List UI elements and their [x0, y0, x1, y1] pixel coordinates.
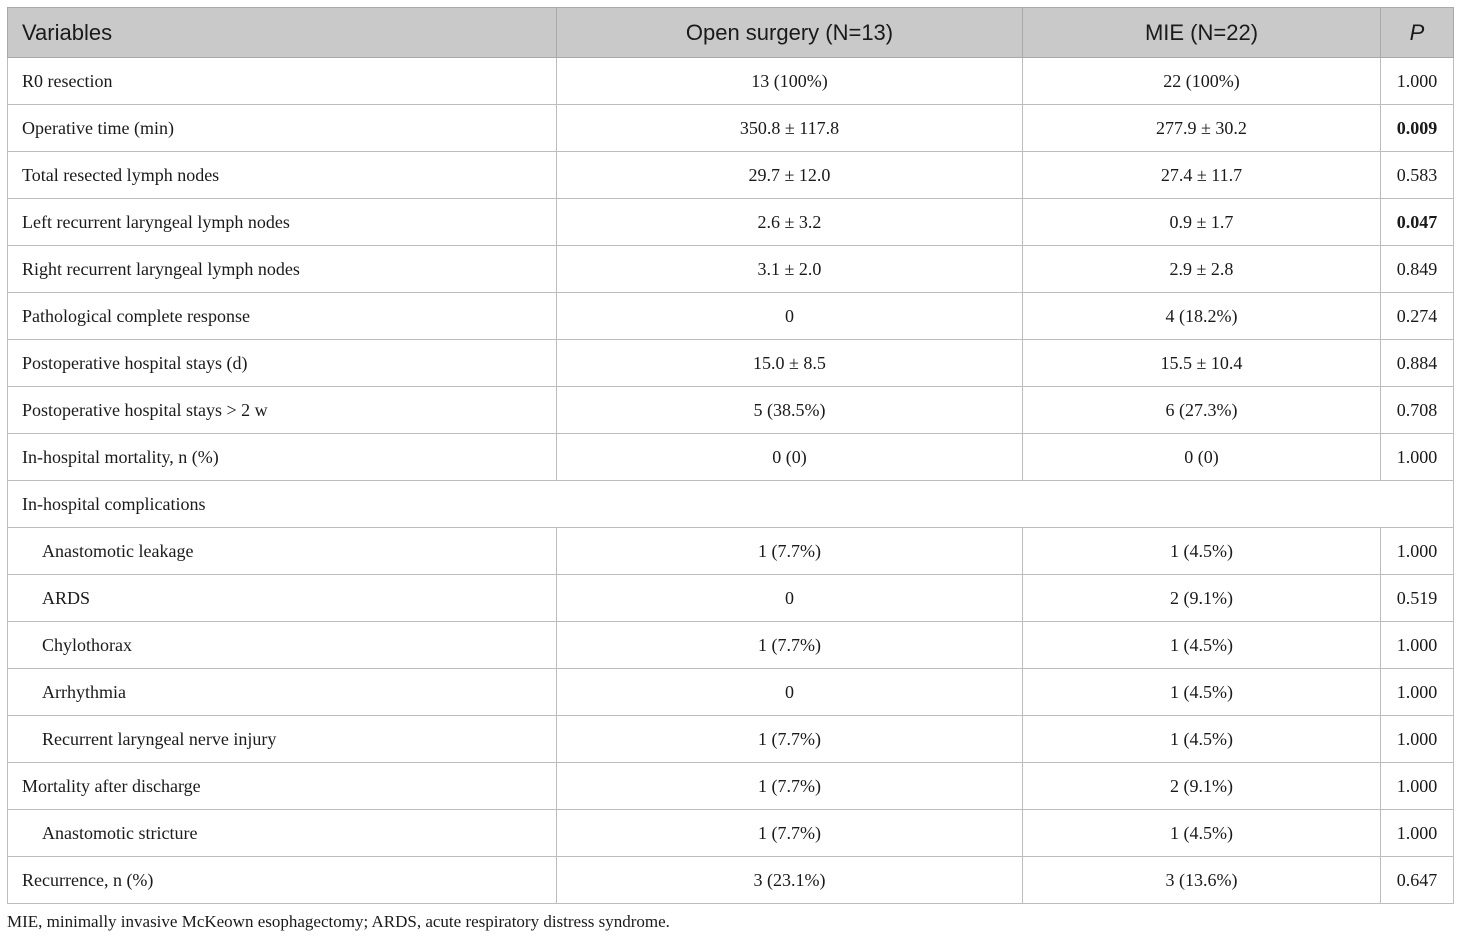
cell-open-surgery: 1 (7.7%) — [557, 716, 1023, 763]
cell-variable: R0 resection — [8, 58, 557, 105]
cell-open-surgery: 0 — [557, 575, 1023, 622]
cell-variable: Pathological complete response — [8, 293, 557, 340]
cell-variable: Postoperative hospital stays > 2 w — [8, 387, 557, 434]
table-row — [8, 387, 1454, 434]
header-mie: MIE (N=22) — [1023, 8, 1381, 58]
cell-p-value: 0.708 — [1381, 387, 1454, 434]
cell-mie: 15.5 ± 10.4 — [1023, 340, 1381, 387]
cell-open-surgery: 2.6 ± 3.2 — [557, 199, 1023, 246]
cell-open-surgery: 1 (7.7%) — [557, 622, 1023, 669]
cell-p-value: 1.000 — [1381, 810, 1454, 857]
table-row — [8, 434, 1454, 481]
table-row — [8, 810, 1454, 857]
table-row — [8, 716, 1454, 763]
cell-mie: 2.9 ± 2.8 — [1023, 246, 1381, 293]
cell-mie: 0.9 ± 1.7 — [1023, 199, 1381, 246]
cell-p-value: 0.519 — [1381, 575, 1454, 622]
cell-open-surgery: 350.8 ± 117.8 — [557, 105, 1023, 152]
cell-mie: 1 (4.5%) — [1023, 528, 1381, 575]
header-row — [8, 8, 1454, 58]
cell-mie: 2 (9.1%) — [1023, 575, 1381, 622]
cell-open-surgery: 15.0 ± 8.5 — [557, 340, 1023, 387]
cell-mie: 6 (27.3%) — [1023, 387, 1381, 434]
header-variables: Variables — [8, 8, 557, 58]
table-row — [8, 575, 1454, 622]
cell-variable: Chylothorax — [8, 622, 557, 669]
header-open-surgery: Open surgery (N=13) — [557, 8, 1023, 58]
cell-variable: Recurrence, n (%) — [8, 857, 557, 904]
cell-variable: Mortality after discharge — [8, 763, 557, 810]
cell-open-surgery: 0 (0) — [557, 434, 1023, 481]
cell-mie: 3 (13.6%) — [1023, 857, 1381, 904]
cell-p-value: 1.000 — [1381, 434, 1454, 481]
results-table-container — [7, 7, 1453, 904]
cell-mie: 1 (4.5%) — [1023, 810, 1381, 857]
cell-variable: Left recurrent laryngeal lymph nodes — [8, 199, 557, 246]
cell-variable: Total resected lymph nodes — [8, 152, 557, 199]
cell-variable: Recurrent laryngeal nerve injury — [8, 716, 557, 763]
cell-open-surgery: 5 (38.5%) — [557, 387, 1023, 434]
cell-variable: Anastomotic stricture — [8, 810, 557, 857]
cell-variable: In-hospital mortality, n (%) — [8, 434, 557, 481]
cell-p-value: 0.884 — [1381, 340, 1454, 387]
cell-open-surgery: 0 — [557, 293, 1023, 340]
cell-p-value: 0.647 — [1381, 857, 1454, 904]
table-row — [8, 857, 1454, 904]
cell-open-surgery: 3 (23.1%) — [557, 857, 1023, 904]
cell-p-value: 1.000 — [1381, 763, 1454, 810]
table-row — [8, 246, 1454, 293]
cell-variable: Arrhythmia — [8, 669, 557, 716]
cell-variable: Operative time (min) — [8, 105, 557, 152]
cell-open-surgery: 13 (100%) — [557, 58, 1023, 105]
cell-mie: 1 (4.5%) — [1023, 716, 1381, 763]
table-row — [8, 528, 1454, 575]
cell-variable: Postoperative hospital stays (d) — [8, 340, 557, 387]
cell-p-value: 1.000 — [1381, 622, 1454, 669]
table-row — [8, 622, 1454, 669]
cell-p-value: 0.274 — [1381, 293, 1454, 340]
cell-p-value: 0.047 — [1381, 199, 1454, 246]
table-row — [8, 58, 1454, 105]
table-row — [8, 763, 1454, 810]
table-row — [8, 199, 1454, 246]
cell-open-surgery: 3.1 ± 2.0 — [557, 246, 1023, 293]
cell-variable: Anastomotic leakage — [8, 528, 557, 575]
cell-open-surgery: 1 (7.7%) — [557, 763, 1023, 810]
cell-mie: 22 (100%) — [1023, 58, 1381, 105]
table-row — [8, 340, 1454, 387]
cell-p-value: 0.849 — [1381, 246, 1454, 293]
cell-mie: 0 (0) — [1023, 434, 1381, 481]
cell-variable: ARDS — [8, 575, 557, 622]
header-p-value: P — [1381, 8, 1454, 58]
cell-mie: 1 (4.5%) — [1023, 622, 1381, 669]
cell-mie: 2 (9.1%) — [1023, 763, 1381, 810]
table-row — [8, 481, 1454, 528]
cell-open-surgery: 29.7 ± 12.0 — [557, 152, 1023, 199]
cell-p-value: 1.000 — [1381, 58, 1454, 105]
table-row — [8, 669, 1454, 716]
cell-open-surgery: 0 — [557, 669, 1023, 716]
table-header — [8, 8, 1454, 58]
cell-variable: Right recurrent laryngeal lymph nodes — [8, 246, 557, 293]
cell-p-value: 0.583 — [1381, 152, 1454, 199]
cell-mie: 1 (4.5%) — [1023, 669, 1381, 716]
table-footnote: MIE, minimally invasive McKeown esophagectomy; ARDS, acute respiratory distress syndrome. — [7, 912, 670, 931]
results-table — [7, 7, 1454, 904]
cell-p-value: 1.000 — [1381, 528, 1454, 575]
table-row — [8, 293, 1454, 340]
cell-variable: In-hospital complications — [8, 481, 1454, 528]
cell-mie: 4 (18.2%) — [1023, 293, 1381, 340]
table-row — [8, 152, 1454, 199]
cell-open-surgery: 1 (7.7%) — [557, 810, 1023, 857]
cell-p-value: 0.009 — [1381, 105, 1454, 152]
table-row — [8, 105, 1454, 152]
cell-mie: 277.9 ± 30.2 — [1023, 105, 1381, 152]
cell-mie: 27.4 ± 11.7 — [1023, 152, 1381, 199]
table-body — [8, 58, 1454, 904]
cell-p-value: 1.000 — [1381, 669, 1454, 716]
cell-open-surgery: 1 (7.7%) — [557, 528, 1023, 575]
cell-p-value: 1.000 — [1381, 716, 1454, 763]
